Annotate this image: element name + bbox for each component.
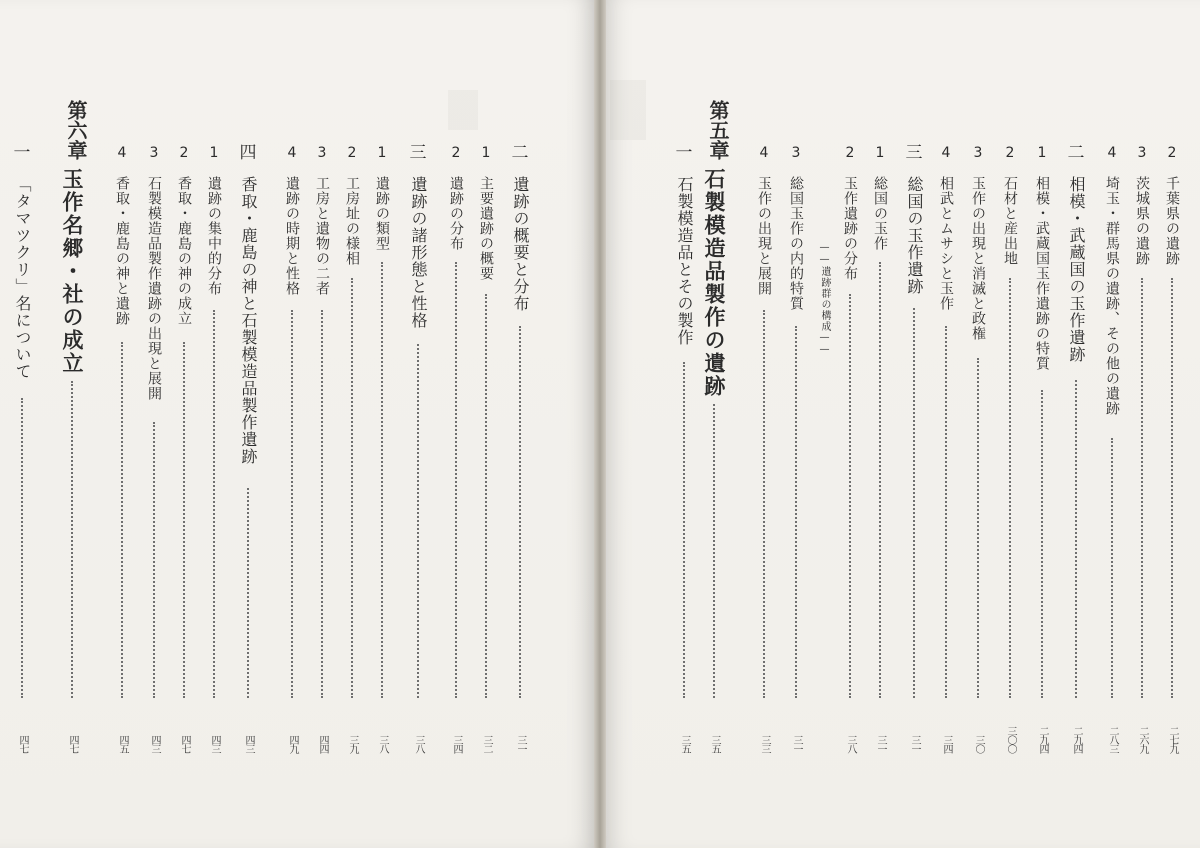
entry-title: 遺跡の集中的分布 (206, 176, 222, 296)
leader-dots (519, 326, 521, 698)
entry-title: 玉作の出現と消滅と政権 (970, 176, 986, 341)
page-number: 二九四 (1071, 726, 1082, 753)
entry-title: ——遺跡群の構成—— (819, 242, 830, 356)
toc-entry (370, 0, 394, 848)
item-number: 3 (1137, 145, 1147, 161)
leader-dots (713, 404, 715, 698)
page-number: 二九四 (1037, 726, 1048, 753)
leader-dots (213, 310, 215, 698)
item-number: 4 (117, 145, 127, 161)
entry-title: 茨城県の遺跡 (1134, 176, 1150, 266)
toc-entry (508, 0, 532, 848)
toc-entry (60, 0, 88, 848)
page-number: 三八 (845, 735, 856, 753)
leader-dots (879, 262, 881, 698)
entry-title: 石製模造品とその製作 (675, 176, 694, 346)
leader-dots (1009, 278, 1011, 698)
item-number: 3 (317, 145, 327, 161)
leader-dots (1171, 278, 1173, 698)
entry-title: 相模・武蔵国玉作遺跡の特質 (1034, 176, 1050, 371)
item-number: 2 (451, 145, 461, 161)
page-number: 四九 (287, 735, 298, 753)
page-number: 三五 (679, 735, 690, 753)
page-number: 三〇 (973, 735, 984, 753)
toc-entry (752, 0, 776, 848)
entry-title: 遺跡の類型 (374, 176, 390, 251)
section-number: 三 (905, 143, 923, 163)
entry-title: 石材と産出地 (1002, 176, 1018, 266)
entry-title: 玉作の出現と展開 (756, 176, 772, 296)
page-number: 四七 (179, 735, 190, 753)
item-number: 1 (1037, 145, 1047, 161)
entry-title: 相武とムサシと玉作 (938, 176, 954, 311)
page-number: 三五 (709, 735, 720, 753)
entry-title: 遺跡の時期と性格 (284, 176, 300, 296)
entry-title: 相模・武蔵国の玉作遺跡 (1067, 176, 1086, 363)
page-number: 四五 (117, 735, 128, 753)
item-number: 1 (481, 145, 491, 161)
entry-title: 遺跡の分布 (448, 176, 464, 251)
page-number: 三一 (875, 735, 886, 753)
toc-entry (474, 0, 498, 848)
page-number: 三一 (515, 735, 526, 753)
item-number: 3 (791, 145, 801, 161)
item-number: 2 (179, 145, 189, 161)
toc-entry (10, 0, 34, 848)
leader-dots (763, 310, 765, 698)
book-gutter (594, 0, 606, 848)
toc-entry (310, 0, 334, 848)
toc-entry (672, 0, 696, 848)
page-number: 三一 (791, 735, 802, 753)
leader-dots (417, 344, 419, 698)
toc-entry (1160, 0, 1184, 848)
section-number: 二 (1067, 143, 1085, 163)
toc-entry (406, 0, 430, 848)
item-number: 4 (287, 145, 297, 161)
item-number: 1 (875, 145, 885, 161)
entry-title: 主要遺跡の概要 (478, 176, 494, 281)
chapter-label: 第六章 (64, 100, 88, 160)
page-number: 三〇〇 (1005, 726, 1016, 753)
leader-dots (247, 488, 249, 698)
section-number: 四 (239, 143, 257, 163)
section-number: 一 (675, 143, 693, 163)
toc-entry (142, 0, 166, 848)
item-number: 3 (149, 145, 159, 161)
section-number: 三 (409, 143, 427, 163)
toc-entry (172, 0, 196, 848)
leader-dots (849, 294, 851, 698)
toc-entry (280, 0, 304, 848)
leader-dots (1141, 278, 1143, 698)
page-number: 四三 (209, 735, 220, 753)
leader-dots (795, 326, 797, 698)
leader-dots (1111, 438, 1113, 698)
page-number: 四四 (317, 735, 328, 753)
entry-title: 玉作名郷・社の成立 (60, 168, 85, 375)
leader-dots (977, 358, 979, 698)
toc-entry (902, 0, 926, 848)
item-number: 4 (941, 145, 951, 161)
entry-title: 遺跡の概要と分布 (511, 176, 530, 312)
entry-title: 香取・鹿島の神と石製模造品製作遺跡 (239, 176, 258, 465)
page-number: 三一 (909, 735, 920, 753)
page-number: 三三 (759, 735, 770, 753)
entry-title: 遺跡の諸形態と性格 (409, 176, 428, 329)
entry-title: 総国の玉作 (872, 176, 888, 251)
section-number: 二 (511, 143, 529, 163)
toc-entry (998, 0, 1022, 848)
page-number: 四三 (149, 735, 160, 753)
page-number: 三八 (413, 735, 424, 753)
entry-title: 工房と遺物の二者 (314, 176, 330, 296)
page-number: 二六九 (1137, 726, 1148, 753)
toc-entry (202, 0, 226, 848)
toc-entry (236, 0, 260, 848)
entry-title: 総国玉作の内的特質 (788, 176, 804, 311)
entry-title: 石製模造品製作遺跡の出現と展開 (146, 176, 162, 401)
leader-dots (455, 262, 457, 698)
toc-entry (1130, 0, 1154, 848)
page-number: 三八 (377, 735, 388, 753)
leader-dots (1075, 380, 1077, 698)
leader-dots (485, 294, 487, 698)
item-number: 1 (209, 145, 219, 161)
item-number: 2 (347, 145, 357, 161)
entry-title: 玉作遺跡の分布 (842, 176, 858, 281)
leader-dots (71, 381, 73, 698)
page-number: 二八三 (1107, 726, 1118, 753)
toc-entry (702, 0, 730, 848)
page-number: 四七 (67, 735, 78, 753)
page-number: 四三 (243, 735, 254, 753)
leader-dots (1041, 390, 1043, 698)
item-number: 2 (845, 145, 855, 161)
toc-entry (812, 0, 836, 848)
entry-title: 総国の玉作遺跡 (905, 176, 924, 295)
item-number: 3 (973, 145, 983, 161)
toc-entry (868, 0, 892, 848)
entry-title: 石製模造品製作の遺跡 (702, 168, 727, 398)
entry-title: 香取・鹿島の神と遺跡 (114, 176, 130, 326)
toc-entry (966, 0, 990, 848)
chapter-label: 第五章 (706, 100, 730, 160)
leader-dots (945, 326, 947, 698)
entry-title: 工房址の様相 (344, 176, 360, 266)
leader-dots (913, 308, 915, 698)
item-number: 2 (1167, 145, 1177, 161)
leader-dots (121, 342, 123, 698)
toc-entry (838, 0, 862, 848)
item-number: 2 (1005, 145, 1015, 161)
leader-dots (351, 278, 353, 698)
leader-dots (183, 342, 185, 698)
entry-title: 千葉県の遺跡 (1164, 176, 1180, 266)
leader-dots (683, 362, 685, 698)
section-number: 一 (13, 143, 31, 163)
page-number: 三九 (347, 735, 358, 753)
toc-entry (340, 0, 364, 848)
leader-dots (21, 398, 23, 698)
toc-entry (1030, 0, 1054, 848)
toc-entry (1100, 0, 1124, 848)
page-number: 三四 (941, 735, 952, 753)
leader-dots (291, 310, 293, 698)
page-number: 四七 (17, 735, 28, 753)
toc-entry (444, 0, 468, 848)
page-number: 三四 (451, 735, 462, 753)
toc-entry (110, 0, 134, 848)
entry-title: 埼玉・群馬県の遺跡、その他の遺跡 (1104, 176, 1120, 416)
entry-title: 香取・鹿島の神の成立 (176, 176, 192, 326)
leader-dots (321, 310, 323, 698)
page-number: 三二 (481, 735, 492, 753)
toc-entry (784, 0, 808, 848)
toc-entry (1064, 0, 1088, 848)
leader-dots (153, 422, 155, 698)
item-number: 4 (1107, 145, 1117, 161)
entry-title: 「タマツクリ」名について (13, 176, 32, 380)
page-number: 二七九 (1167, 726, 1178, 753)
item-number: 1 (377, 145, 387, 161)
item-number: 4 (759, 145, 769, 161)
leader-dots (381, 262, 383, 698)
toc-entry (934, 0, 958, 848)
